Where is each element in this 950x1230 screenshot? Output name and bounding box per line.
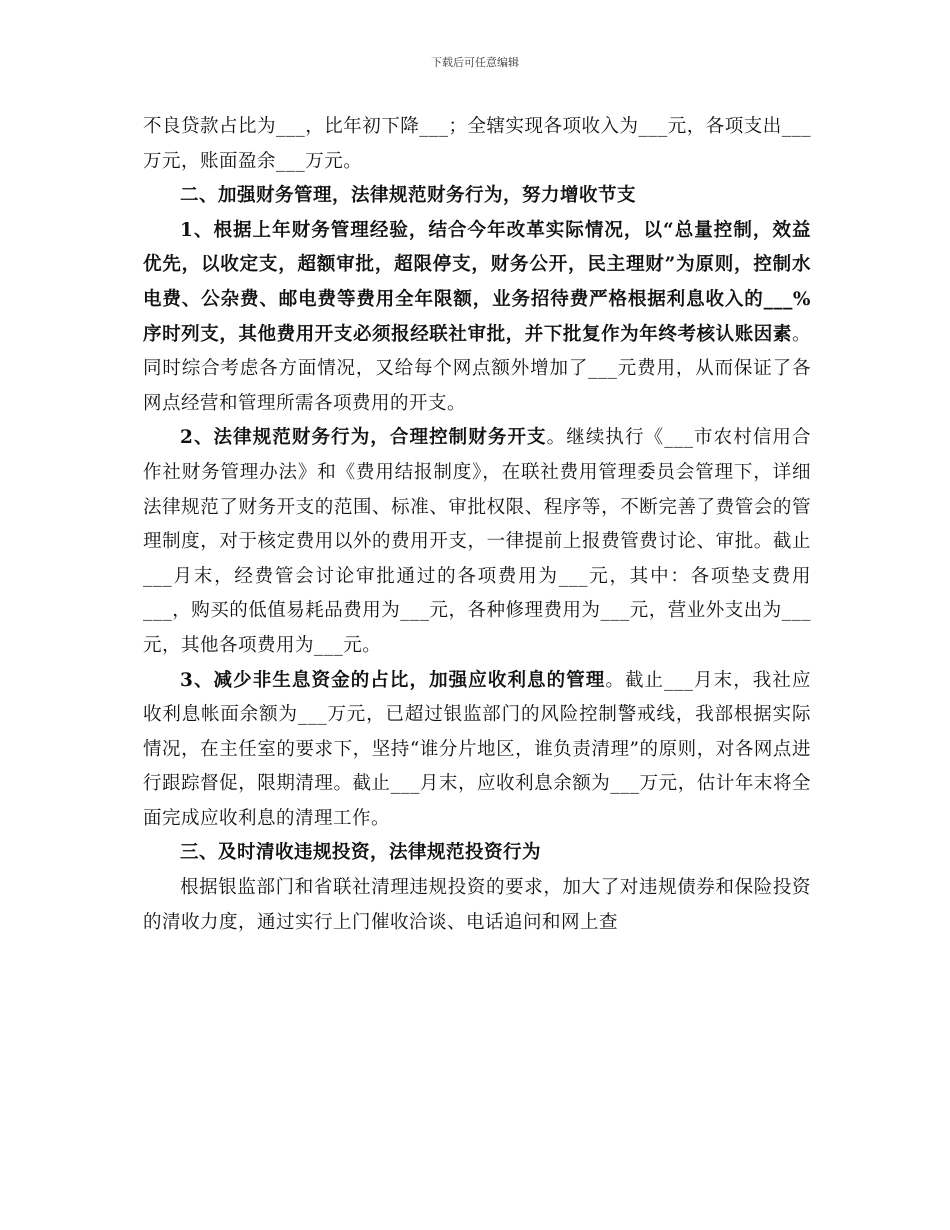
paragraph-investment: [143, 871, 811, 940]
paragraph-income-summary: [143, 110, 811, 179]
heading-text: 三、及时清收违规投资，法律规范投资行为: [180, 842, 542, 864]
paragraph-text: 不良贷款占比为___，比年初下降___；全辖实现各项收入为___元，各项支出___万元，账面盈余___万元。: [143, 116, 812, 172]
item-1-text: 。同时综合考虑各方面情况，又给每个网点额外增加了___元费用，从而保证了各网点经营和管理所需各项费用的开支。: [143, 323, 811, 414]
item-2-text: 。继续执行《___市农村信用合作社财务管理办法》和《费用结报制度》，在联社费用管理委员会管理下，详细法律规范了财务开支的范围、标准、审批权限、程序等，不断完善了费管会的管理制度，对于核定费用以外的费用开支，一律提前上报费管费讨论、审批。截止___月末，经费管会讨论审批通过的各项费用为___元，其中：各项垫支费用___，购买的低值易耗品费用为___元，各种修理费用为___元，营业外支出为___元，其他各项费用为___元。: [143, 427, 812, 656]
section-heading-2: [143, 179, 811, 214]
heading-text: 二、加强财务管理，法律规范财务行为，努力增收节支: [180, 185, 637, 207]
paragraph-item-3: [143, 664, 811, 837]
item-2-bold-text: 2、法律规范财务行为，合理控制财务开支: [180, 427, 547, 449]
section-heading-3: [143, 836, 811, 871]
paragraph-item-2: [143, 421, 811, 663]
item-3-text: 。截止___月末，我社应收利息帐面余额为___万元，已超过银监部门的风险控制警戒线，我部根据实际情况，在主任室的要求下，坚持“谁分片地区，谁负责清理”的原则，对各网点进行跟踪督促，限期清理。截止___月末，应收利息余额为___万元，估计年末将全面完成应收利息的清理工作。: [143, 669, 811, 829]
document-body: [143, 110, 811, 940]
paragraph-item-1: [143, 214, 811, 422]
page-header: 下载后可任意编辑: [431, 56, 519, 69]
item-1-bold-text: 1、根据上年财务管理经验，结合今年改革实际情况，以“总量控制，效益优先，以收定支，超额审批，超限停支，财务公开，民主理财”为原则，控制水电费、公杂费、邮电费等费用全年限额，业务招待费严格根据利息收入的___%序时列支，其他费用开支必须报经联社审批，并下批复作为年终考核认账因素: [143, 219, 811, 345]
paragraph-text: 根据银监部门和省联社清理违规投资的要求，加大了对违规债券和保险投资的清收力度，通过实行上门催收洽谈、电话追问和网上查: [143, 877, 811, 933]
item-3-bold-text: 3、减少非生息资金的占比，加强应收利息的管理: [180, 669, 606, 691]
